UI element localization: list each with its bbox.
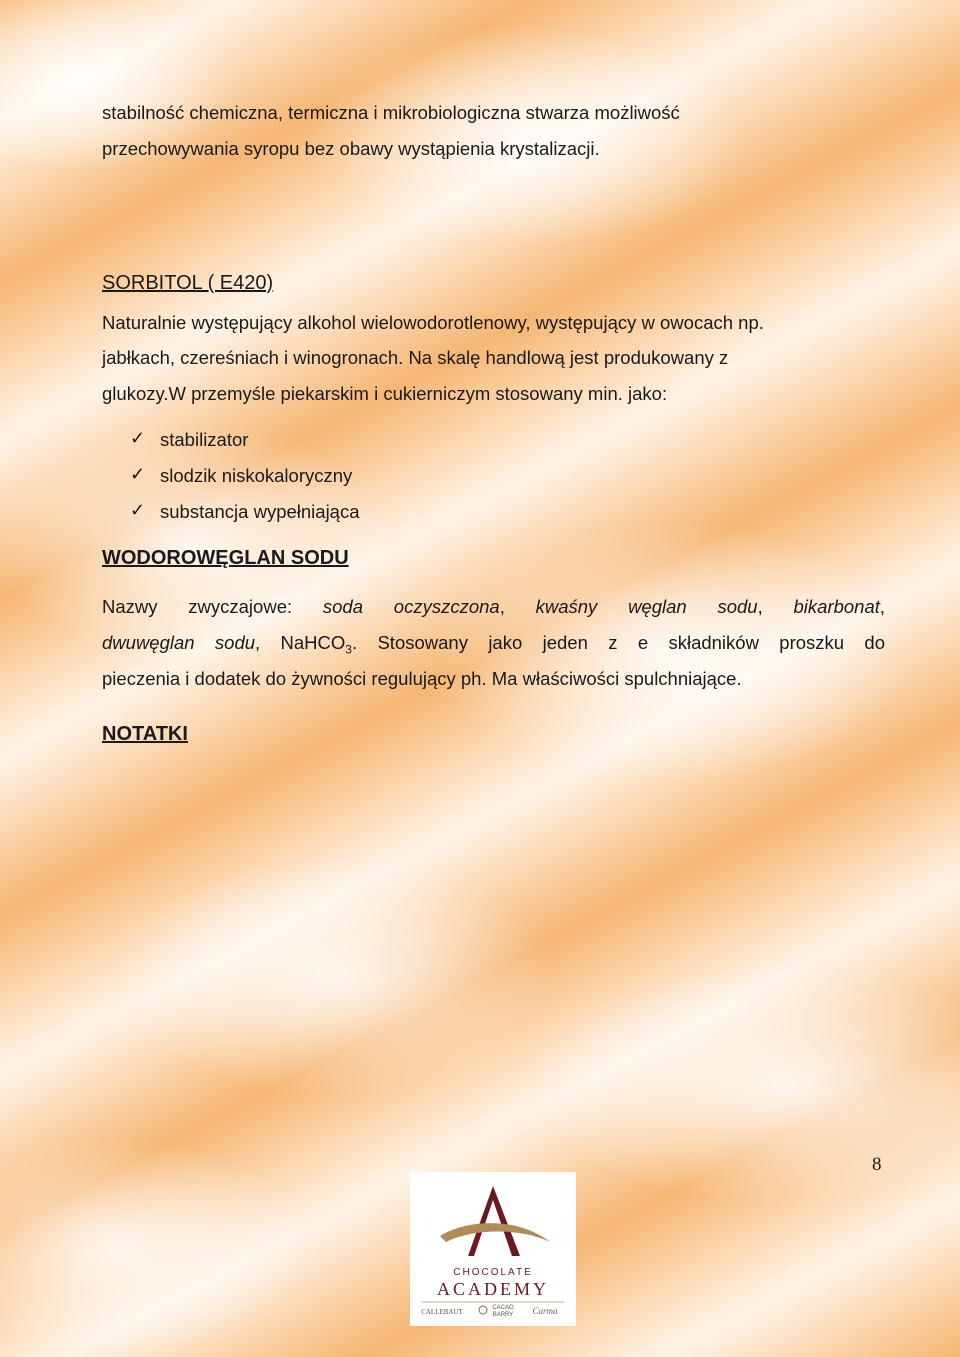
cacao-barry-icon [479, 1306, 487, 1314]
word: soda [322, 596, 364, 617]
soda-line-3: pieczenia i dodatek do żywności regulujący ph. Ma właściwości spulchniające. [102, 668, 742, 689]
sorbitol-line-1: Naturalnie występujący alkohol wielowodorotlenowy, występujący w owocach np. [102, 312, 764, 333]
logo-line-2: ACADEMY [436, 1279, 550, 1299]
word: jeden [542, 632, 588, 653]
word: dwuwęglan [102, 632, 195, 653]
word: NaHCO [280, 632, 346, 653]
word: do [864, 632, 885, 653]
subscript: 3 [345, 642, 352, 657]
logo-a-icon [410, 1172, 576, 1326]
bullet-item: substancja wypełniająca [160, 501, 360, 522]
chemical-formula [280, 632, 468, 657]
page-number: 8 [872, 1154, 882, 1175]
word: węglan [628, 596, 687, 617]
check-icon: ✓ [130, 464, 146, 484]
sorbitol-line-3: glukozy.W przemyśle piekarskim i cukierniczym stosowany min. jako: [102, 383, 668, 404]
word: bikarbonat, [793, 596, 886, 617]
intro-line-2: przechowywania syropu bez obawy wystąpienia krystalizacji. [102, 138, 600, 159]
intro-line-1: stabilność chemiczna, termiczna i mikrobiologiczna stwarza możliwość [102, 102, 680, 123]
word: zwyczajowe: [188, 596, 293, 617]
sorbitol-line-2: jabłkach, czereśniach i winogronach. Na skalę handlową jest produkowany z [102, 347, 729, 368]
brand-callebaut: CALLEBAUT [421, 1308, 463, 1316]
notes-heading: NOTATKI [102, 723, 188, 745]
word: e [637, 632, 649, 653]
word: bikarbonat [793, 596, 880, 617]
word: sodu, [214, 632, 261, 653]
bullet-item: stabilizator [160, 429, 249, 450]
word: proszku [779, 632, 845, 653]
word: sodu [717, 596, 758, 617]
bullet-item: slodzik niskokaloryczny [160, 465, 353, 486]
word: Nazwy [102, 596, 158, 617]
check-icon: ✓ [130, 500, 146, 520]
soda-line-1 [102, 595, 885, 619]
word: oczyszczona [393, 596, 500, 617]
chocolate-academy-logo [410, 1172, 576, 1326]
brand-barry: BARRY [492, 1312, 514, 1318]
word: . Stosowany [351, 632, 468, 653]
sorbitol-heading: SORBITOL ( E420) [102, 272, 274, 294]
word: oczyszczona, [393, 596, 505, 617]
brand-carma: Carma [532, 1306, 558, 1316]
soda-line-2 [102, 631, 885, 662]
word: kwaśny [535, 596, 598, 617]
word: składników [668, 632, 759, 653]
word: sodu [214, 632, 256, 653]
word: jako [488, 632, 523, 653]
word: z [608, 632, 618, 653]
logo-line-1: CHOCOLATE [453, 1267, 533, 1278]
check-icon: ✓ [130, 428, 146, 448]
word: sodu, [717, 596, 763, 617]
soda-heading: WODOROWĘGLAN SODU [102, 547, 349, 569]
brand-cacao: CACAO [492, 1305, 514, 1311]
